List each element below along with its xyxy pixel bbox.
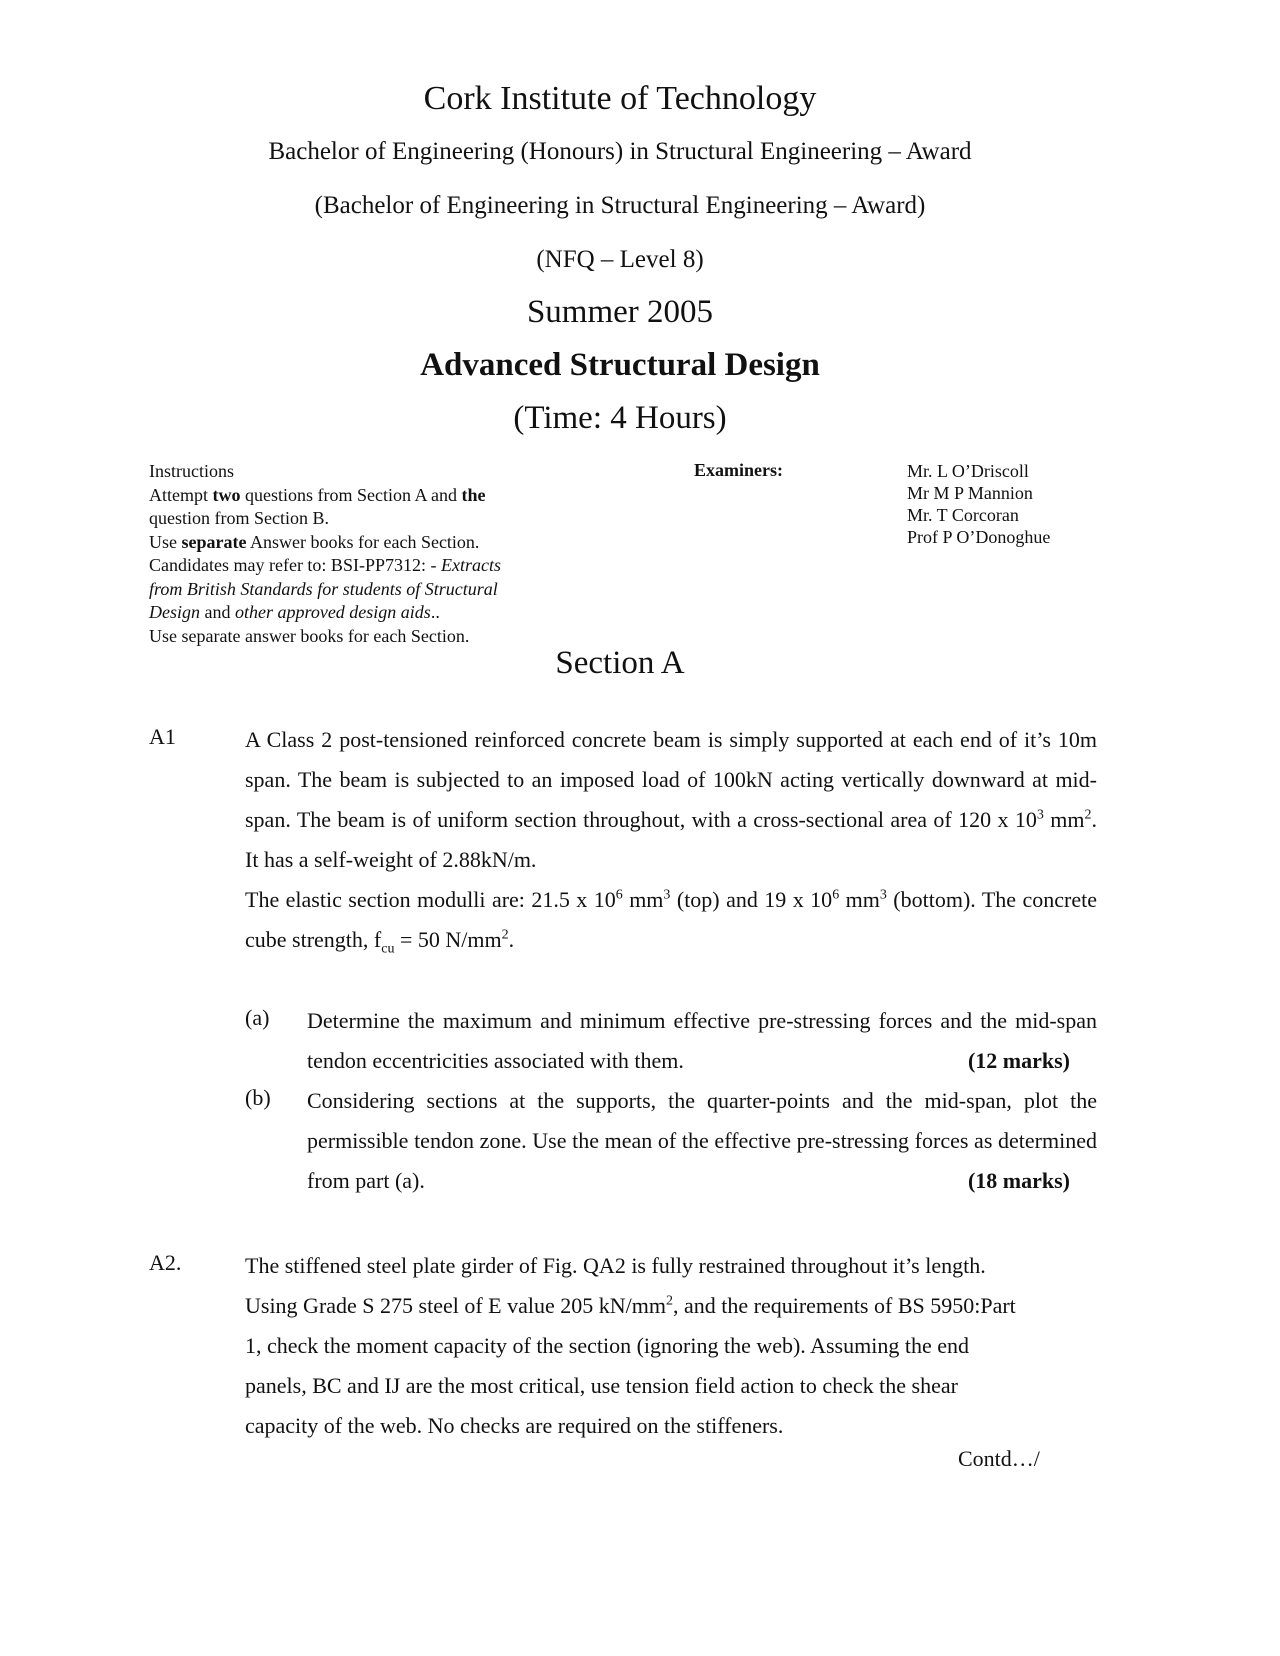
instruction-line: from British Standards for students of Structural [149, 578, 498, 599]
continued-note: Contd…/ [958, 1446, 1040, 1471]
question-line: capacity of the web. No checks are required on the stiffeners. [245, 1413, 784, 1438]
marks-label: (18 marks) [967, 1168, 1070, 1193]
examiner-name: Mr. L O’Driscoll [907, 461, 1029, 481]
instruction-line: Candidates may refer to: BSI-PP7312: - Extracts [149, 555, 501, 575]
question-text [245, 720, 1097, 960]
instruction-line: Design and other approved design aids.. [149, 602, 440, 622]
programme-subtitle: (Bachelor of Engineering in Structural Engineering – Award) [314, 192, 926, 219]
part-text: Considering sections at the supports, the quarter-points and the mid-span, plot the permissible tendon zone. Use the mean of the effective pre-stressing forces as determined from part (a). (18 marks) [307, 1081, 1097, 1201]
examiner-name: Prof P O’Donoghue [907, 527, 1051, 547]
question-number: A1 [149, 724, 176, 749]
question-line: 1, check the moment capacity of the section (ignoring the web). Assuming the end [245, 1333, 969, 1358]
question-text [245, 1246, 1097, 1446]
question-number: A2. [149, 1250, 182, 1275]
instruction-line: question from Section B. [149, 508, 329, 528]
marks-label: (12 marks) [967, 1048, 1070, 1073]
instruction-line: Attempt two questions from Section A and the [149, 484, 486, 505]
subject-title: Advanced Structural Design [420, 347, 820, 383]
examiner-name: Mr M P Mannion [907, 483, 1033, 503]
section-heading: Section A [555, 645, 685, 681]
instructions-heading: Instructions [149, 461, 234, 481]
instructions-block [149, 460, 549, 648]
institution-title: Cork Institute of Technology [423, 80, 817, 117]
part-label: (a) [245, 1005, 270, 1030]
exam-term: Summer 2005 [526, 294, 714, 330]
instruction-line: Use separate answer books for each Section. [149, 625, 470, 646]
examiners-list [907, 460, 1050, 548]
question-line: Using Grade S 275 steel of E value 205 $kN/mm^2$, and the requirements of BS 5950:Part [245, 1293, 1016, 1318]
part-text: Determine the maximum and minimum effective pre-stressing forces and the mid-span tendon eccentricities associated with them. (12 marks) [307, 1001, 1097, 1081]
exam-duration: (Time: 4 Hours) [513, 400, 727, 436]
part-label: (b) [245, 1085, 271, 1110]
examiner-name: Mr. T Corcoran [907, 505, 1019, 525]
instruction-line: Use separate Answer books for each Section. [149, 531, 480, 552]
programme-title: Bachelor of Engineering (Honours) in Structural Engineering – Award [268, 138, 972, 165]
examiners-label: Examiners: [694, 460, 783, 480]
nfq-level: (NFQ – Level 8) [536, 246, 704, 273]
question-paragraph: The elastic section modulli are: 21.5 x $10^6$ $mm^3$ (top) and 19 x $10^6$ $mm^3$ (bottom). The concrete cube strength, $f_{cu} = 50$ $N/mm^2$. [245, 887, 1097, 957]
question-line: The stiffened steel plate girder of Fig. QA2 is fully restrained throughout it’s length. [245, 1253, 986, 1278]
question-paragraph: A Class 2 post-tensioned reinforced concrete beam is simply supported at each end of it’s 10m span. The beam is subjected to an imposed load of 100kN acting vertically downward at mid-span. The beam is of uniform section throughout, with a cross-sectional area of 120 x $10^3$ $mm^2$. It has a self-weight of 2.88kN/m. [245, 727, 1097, 872]
question-line: panels, BC and IJ are the most critical, use tension field action to check the shear [245, 1373, 958, 1398]
